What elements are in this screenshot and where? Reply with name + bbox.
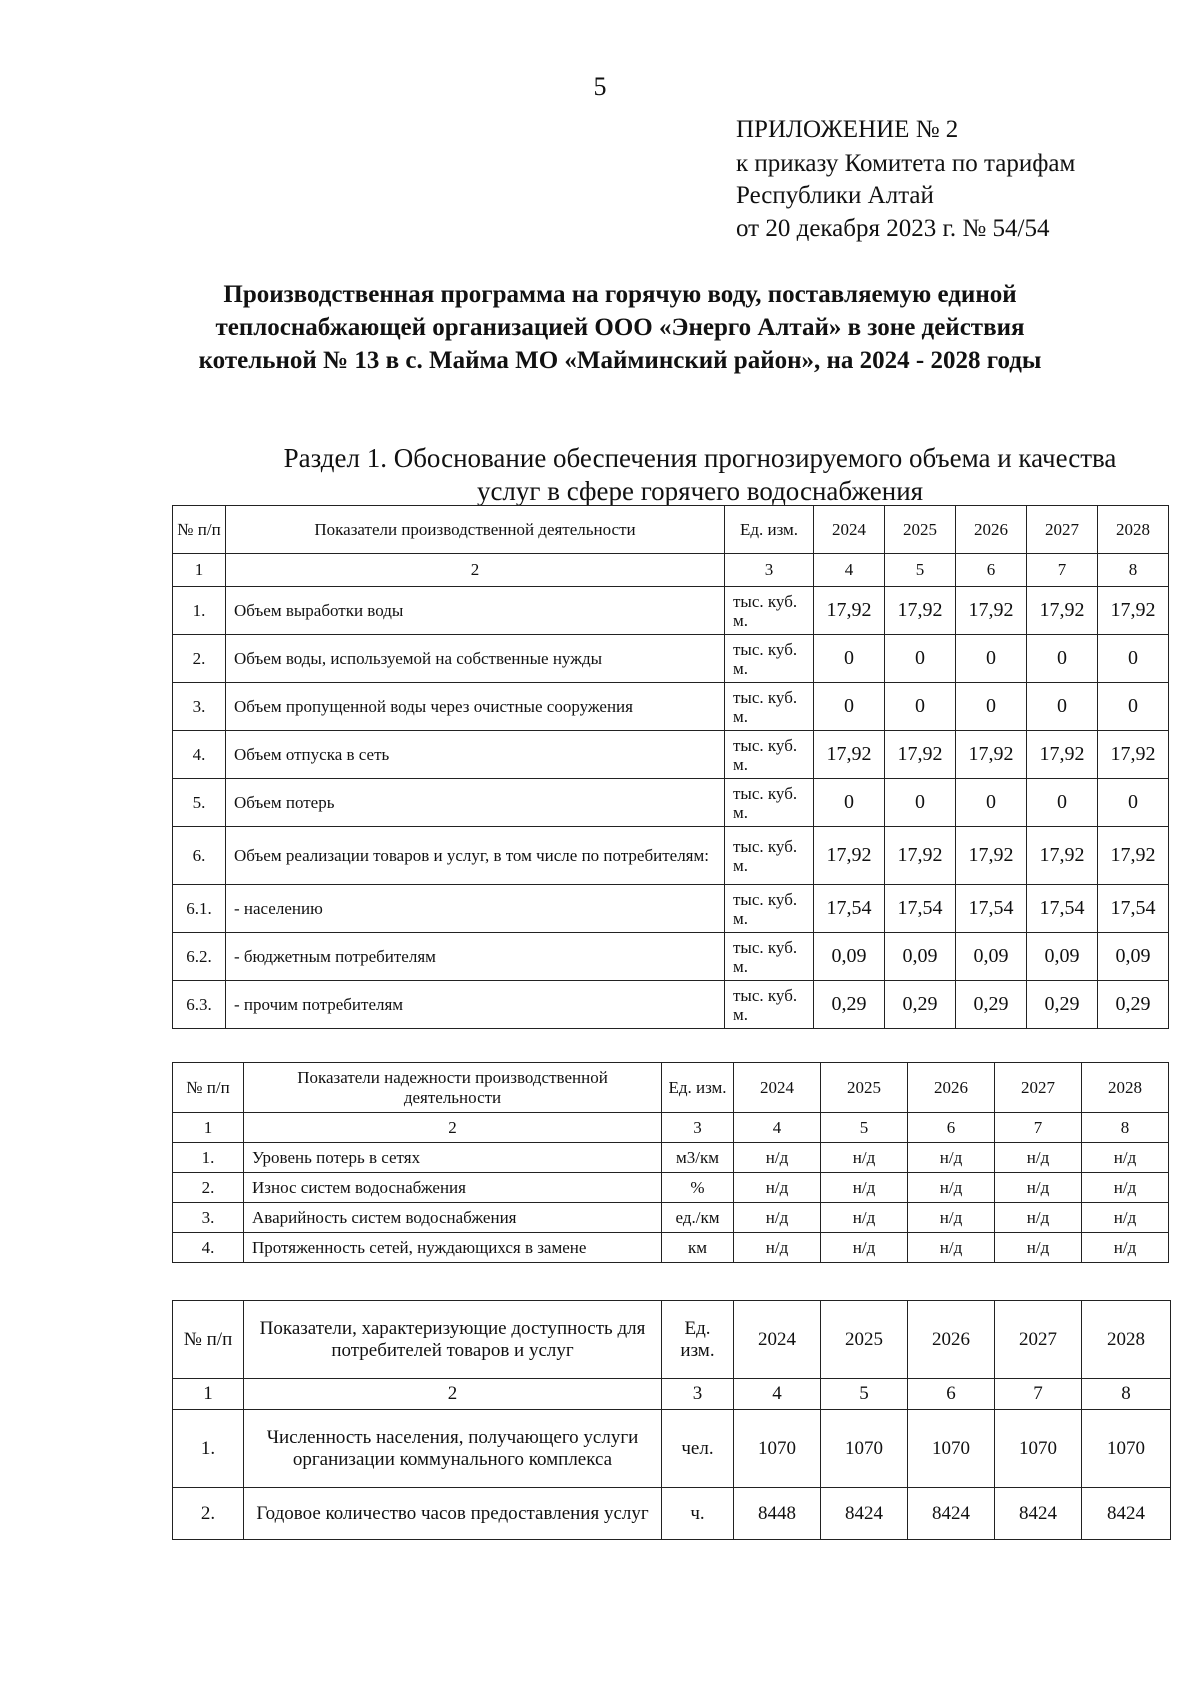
document-title: Производственная программа на горячую воду, поставляемую единой теплоснабжающей организацией ООО «Энерго Алтай» в зоне действия котельной № 13 в с. Майма МО «Майминский район», на 2024 - 2028 годы (198, 281, 1042, 374)
row-number: 6.1. (173, 885, 226, 933)
value-cell: 0 (1027, 779, 1098, 827)
numbering-cell: 8 (1082, 1379, 1171, 1410)
indicator-name: - населению (226, 885, 725, 933)
numbering-cell: 7 (995, 1379, 1082, 1410)
value-cell: 8424 (821, 1488, 908, 1540)
value-cell: 0 (1027, 635, 1098, 683)
header-cell: 2027 (995, 1063, 1082, 1113)
value-cell: н/д (821, 1203, 908, 1233)
row-number: 3. (173, 683, 226, 731)
value-cell: 1070 (821, 1410, 908, 1488)
row-number: 1. (173, 587, 226, 635)
value-cell: н/д (908, 1203, 995, 1233)
numbering-cell: 6 (908, 1379, 995, 1410)
value-cell: 0 (956, 779, 1027, 827)
value-cell: 17,92 (1098, 827, 1169, 885)
unit-cell: тыс. куб. м. (725, 933, 814, 981)
table-header-row (173, 1063, 1169, 1113)
numbering-cell: 8 (1098, 554, 1169, 587)
section-heading-line-1: Раздел 1. Обоснование обеспечения прогнозируемого объема и качества (283, 443, 1117, 473)
header-cell: 2026 (908, 1301, 995, 1379)
value-cell: н/д (1082, 1143, 1169, 1173)
row-number: 4. (173, 731, 226, 779)
unit-cell: м3/км (662, 1143, 734, 1173)
indicator-name: Аварийность систем водоснабжения (244, 1203, 662, 1233)
indicator-name: Численность населения, получающего услуги организации коммунального комплекса (244, 1410, 662, 1488)
indicator-name: Объем пропущенной воды через очистные сооружения (226, 683, 725, 731)
value-cell: 0 (814, 779, 885, 827)
unit-cell: тыс. куб. м. (725, 885, 814, 933)
value-cell: 0 (814, 683, 885, 731)
value-cell: 0,09 (1027, 933, 1098, 981)
value-cell: 17,54 (1027, 885, 1098, 933)
indicator-name: - прочим потребителям (226, 981, 725, 1029)
unit-cell: чел. (662, 1410, 734, 1488)
value-cell: н/д (821, 1173, 908, 1203)
numbering-cell: 5 (821, 1113, 908, 1143)
row-number: 3. (173, 1203, 244, 1233)
header-cell: 2028 (1082, 1301, 1171, 1379)
table-row (173, 827, 1169, 885)
value-cell: 8424 (1082, 1488, 1171, 1540)
row-number: 6. (173, 827, 226, 885)
header-cell: 2025 (821, 1301, 908, 1379)
table-row (173, 885, 1169, 933)
numbering-cell: 2 (244, 1379, 662, 1410)
numbering-cell: 7 (995, 1113, 1082, 1143)
unit-cell: тыс. куб. м. (725, 827, 814, 885)
value-cell: 17,92 (1027, 827, 1098, 885)
value-cell: 0 (814, 635, 885, 683)
header-cell: 2024 (814, 506, 885, 554)
value-cell: 17,92 (956, 731, 1027, 779)
row-number: 4. (173, 1233, 244, 1263)
header-cell: № п/п (173, 1063, 244, 1113)
table-row (173, 1143, 1169, 1173)
value-cell: 17,54 (1098, 885, 1169, 933)
value-cell: 0 (885, 779, 956, 827)
value-cell: н/д (734, 1173, 821, 1203)
value-cell: 8424 (908, 1488, 995, 1540)
table-row (173, 635, 1169, 683)
numbering-row (173, 1379, 1171, 1410)
value-cell: 17,92 (885, 827, 956, 885)
value-cell: н/д (734, 1143, 821, 1173)
value-cell: 0,09 (1098, 933, 1169, 981)
value-cell: 17,92 (1098, 587, 1169, 635)
numbering-cell: 4 (734, 1379, 821, 1410)
header-cell: 2026 (908, 1063, 995, 1113)
value-cell: 0,09 (956, 933, 1027, 981)
header-cell: 2027 (995, 1301, 1082, 1379)
numbering-cell: 6 (956, 554, 1027, 587)
value-cell: 0 (1098, 635, 1169, 683)
value-cell: 17,92 (814, 731, 885, 779)
numbering-row (173, 1113, 1169, 1143)
row-number: 1. (173, 1143, 244, 1173)
indicator-name: Уровень потерь в сетях (244, 1143, 662, 1173)
value-cell: н/д (1082, 1203, 1169, 1233)
row-number: 5. (173, 779, 226, 827)
value-cell: 0 (1098, 683, 1169, 731)
header-cell: 2026 (956, 506, 1027, 554)
numbering-cell: 6 (908, 1113, 995, 1143)
header-cell: Показатели производственной деятельности (226, 506, 725, 554)
value-cell: н/д (908, 1233, 995, 1263)
numbering-cell: 1 (173, 1379, 244, 1410)
value-cell: 0,29 (885, 981, 956, 1029)
value-cell: н/д (821, 1143, 908, 1173)
reliability-indicators-table (172, 1062, 1169, 1263)
accessibility-indicators-table (172, 1300, 1171, 1540)
header-cell: Ед. изм. (725, 506, 814, 554)
numbering-cell: 3 (662, 1113, 734, 1143)
value-cell: н/д (908, 1173, 995, 1203)
value-cell: 17,54 (885, 885, 956, 933)
numbering-cell: 4 (734, 1113, 821, 1143)
row-number: 1. (173, 1410, 244, 1488)
numbering-row (173, 554, 1169, 587)
value-cell: 17,92 (814, 827, 885, 885)
unit-cell: км (662, 1233, 734, 1263)
value-cell: н/д (821, 1233, 908, 1263)
value-cell: 17,54 (956, 885, 1027, 933)
indicator-name: Объем выработки воды (226, 587, 725, 635)
row-number: 2. (173, 635, 226, 683)
value-cell: 1070 (734, 1410, 821, 1488)
table-row (173, 1233, 1169, 1263)
production-indicators-table (172, 505, 1169, 1029)
numbering-cell: 5 (821, 1379, 908, 1410)
unit-cell: % (662, 1173, 734, 1203)
value-cell: 17,54 (814, 885, 885, 933)
header-cell: Ед. изм. (662, 1063, 734, 1113)
value-cell: н/д (734, 1233, 821, 1263)
value-cell: 17,92 (1027, 587, 1098, 635)
table-row (173, 933, 1169, 981)
row-number: 6.3. (173, 981, 226, 1029)
appendix-line-4: от 20 декабря 2023 г. № 54/54 (736, 215, 1050, 242)
value-cell: н/д (734, 1203, 821, 1233)
table-row (173, 981, 1169, 1029)
appendix-line-2: к приказу Комитета по тарифам (736, 150, 1076, 177)
value-cell: 8424 (995, 1488, 1082, 1540)
table-row (173, 1488, 1171, 1540)
numbering-cell: 1 (173, 1113, 244, 1143)
value-cell: 1070 (1082, 1410, 1171, 1488)
page-number: 5 (593, 72, 607, 101)
indicator-name: Износ систем водоснабжения (244, 1173, 662, 1203)
numbering-cell: 5 (885, 554, 956, 587)
value-cell: н/д (995, 1203, 1082, 1233)
value-cell: 17,92 (885, 731, 956, 779)
value-cell: 0,29 (814, 981, 885, 1029)
header-cell: Ед. изм. (662, 1301, 734, 1379)
indicator-name: - бюджетным потребителям (226, 933, 725, 981)
numbering-cell: 2 (226, 554, 725, 587)
appendix-line-1: ПРИЛОЖЕНИЕ № 2 (736, 116, 959, 143)
header-cell: 2024 (734, 1063, 821, 1113)
appendix-line-3: Республики Алтай (736, 182, 934, 209)
indicator-name: Объем отпуска в сеть (226, 731, 725, 779)
value-cell: 17,92 (1027, 731, 1098, 779)
section-heading-line-2: услуг в сфере горячего водоснабжения (476, 476, 924, 506)
table-row (173, 587, 1169, 635)
indicator-name: Годовое количество часов предоставления услуг (244, 1488, 662, 1540)
value-cell: 0,29 (956, 981, 1027, 1029)
value-cell: 0 (956, 635, 1027, 683)
value-cell: н/д (995, 1233, 1082, 1263)
unit-cell: тыс. куб. м. (725, 683, 814, 731)
indicator-name: Объем реализации товаров и услуг, в том числе по потребителям: (226, 827, 725, 885)
numbering-cell: 1 (173, 554, 226, 587)
unit-cell: тыс. куб. м. (725, 635, 814, 683)
indicator-name: Объем воды, используемой на собственные нужды (226, 635, 725, 683)
table-header-row (173, 506, 1169, 554)
table-row (173, 1203, 1169, 1233)
value-cell: 17,92 (814, 587, 885, 635)
table-header-row (173, 1301, 1171, 1379)
header-cell: 2028 (1082, 1063, 1169, 1113)
value-cell: 0 (885, 635, 956, 683)
value-cell: 17,92 (956, 587, 1027, 635)
value-cell: н/д (1082, 1173, 1169, 1203)
indicator-name: Объем потерь (226, 779, 725, 827)
value-cell: 0,09 (814, 933, 885, 981)
indicator-name: Протяженность сетей, нуждающихся в замене (244, 1233, 662, 1263)
numbering-cell: 3 (662, 1379, 734, 1410)
section-heading (250, 442, 1150, 508)
value-cell: 1070 (908, 1410, 995, 1488)
unit-cell: тыс. куб. м. (725, 587, 814, 635)
row-number: 2. (173, 1488, 244, 1540)
header-cell: Показатели надежности производственной деятельности (244, 1063, 662, 1113)
header-cell: 2028 (1098, 506, 1169, 554)
numbering-cell: 4 (814, 554, 885, 587)
table-row (173, 1410, 1171, 1488)
numbering-cell: 8 (1082, 1113, 1169, 1143)
value-cell: 17,92 (1098, 731, 1169, 779)
table-row (173, 731, 1169, 779)
value-cell: 0 (1027, 683, 1098, 731)
row-number: 6.2. (173, 933, 226, 981)
numbering-cell: 7 (1027, 554, 1098, 587)
header-cell: Показатели, характеризующие доступность для потребителей товаров и услуг (244, 1301, 662, 1379)
unit-cell: ед./км (662, 1203, 734, 1233)
value-cell: н/д (995, 1143, 1082, 1173)
unit-cell: ч. (662, 1488, 734, 1540)
value-cell: 17,92 (956, 827, 1027, 885)
table-row (173, 779, 1169, 827)
numbering-cell: 3 (725, 554, 814, 587)
value-cell: 0,29 (1098, 981, 1169, 1029)
value-cell: 0 (1098, 779, 1169, 827)
value-cell: н/д (995, 1173, 1082, 1203)
unit-cell: тыс. куб. м. (725, 731, 814, 779)
value-cell: 0 (956, 683, 1027, 731)
value-cell: 0,29 (1027, 981, 1098, 1029)
value-cell: 17,92 (885, 587, 956, 635)
value-cell: н/д (1082, 1233, 1169, 1263)
table-row (173, 1173, 1169, 1203)
value-cell: 1070 (995, 1410, 1082, 1488)
table-row (173, 683, 1169, 731)
header-cell: 2025 (821, 1063, 908, 1113)
numbering-cell: 2 (244, 1113, 662, 1143)
value-cell: 8448 (734, 1488, 821, 1540)
header-cell: 2024 (734, 1301, 821, 1379)
value-cell: н/д (908, 1143, 995, 1173)
header-cell: № п/п (173, 1301, 244, 1379)
value-cell: 0,09 (885, 933, 956, 981)
unit-cell: тыс. куб. м. (725, 779, 814, 827)
header-cell: 2025 (885, 506, 956, 554)
row-number: 2. (173, 1173, 244, 1203)
header-cell: № п/п (173, 506, 226, 554)
value-cell: 0 (885, 683, 956, 731)
header-cell: 2027 (1027, 506, 1098, 554)
unit-cell: тыс. куб. м. (725, 981, 814, 1029)
